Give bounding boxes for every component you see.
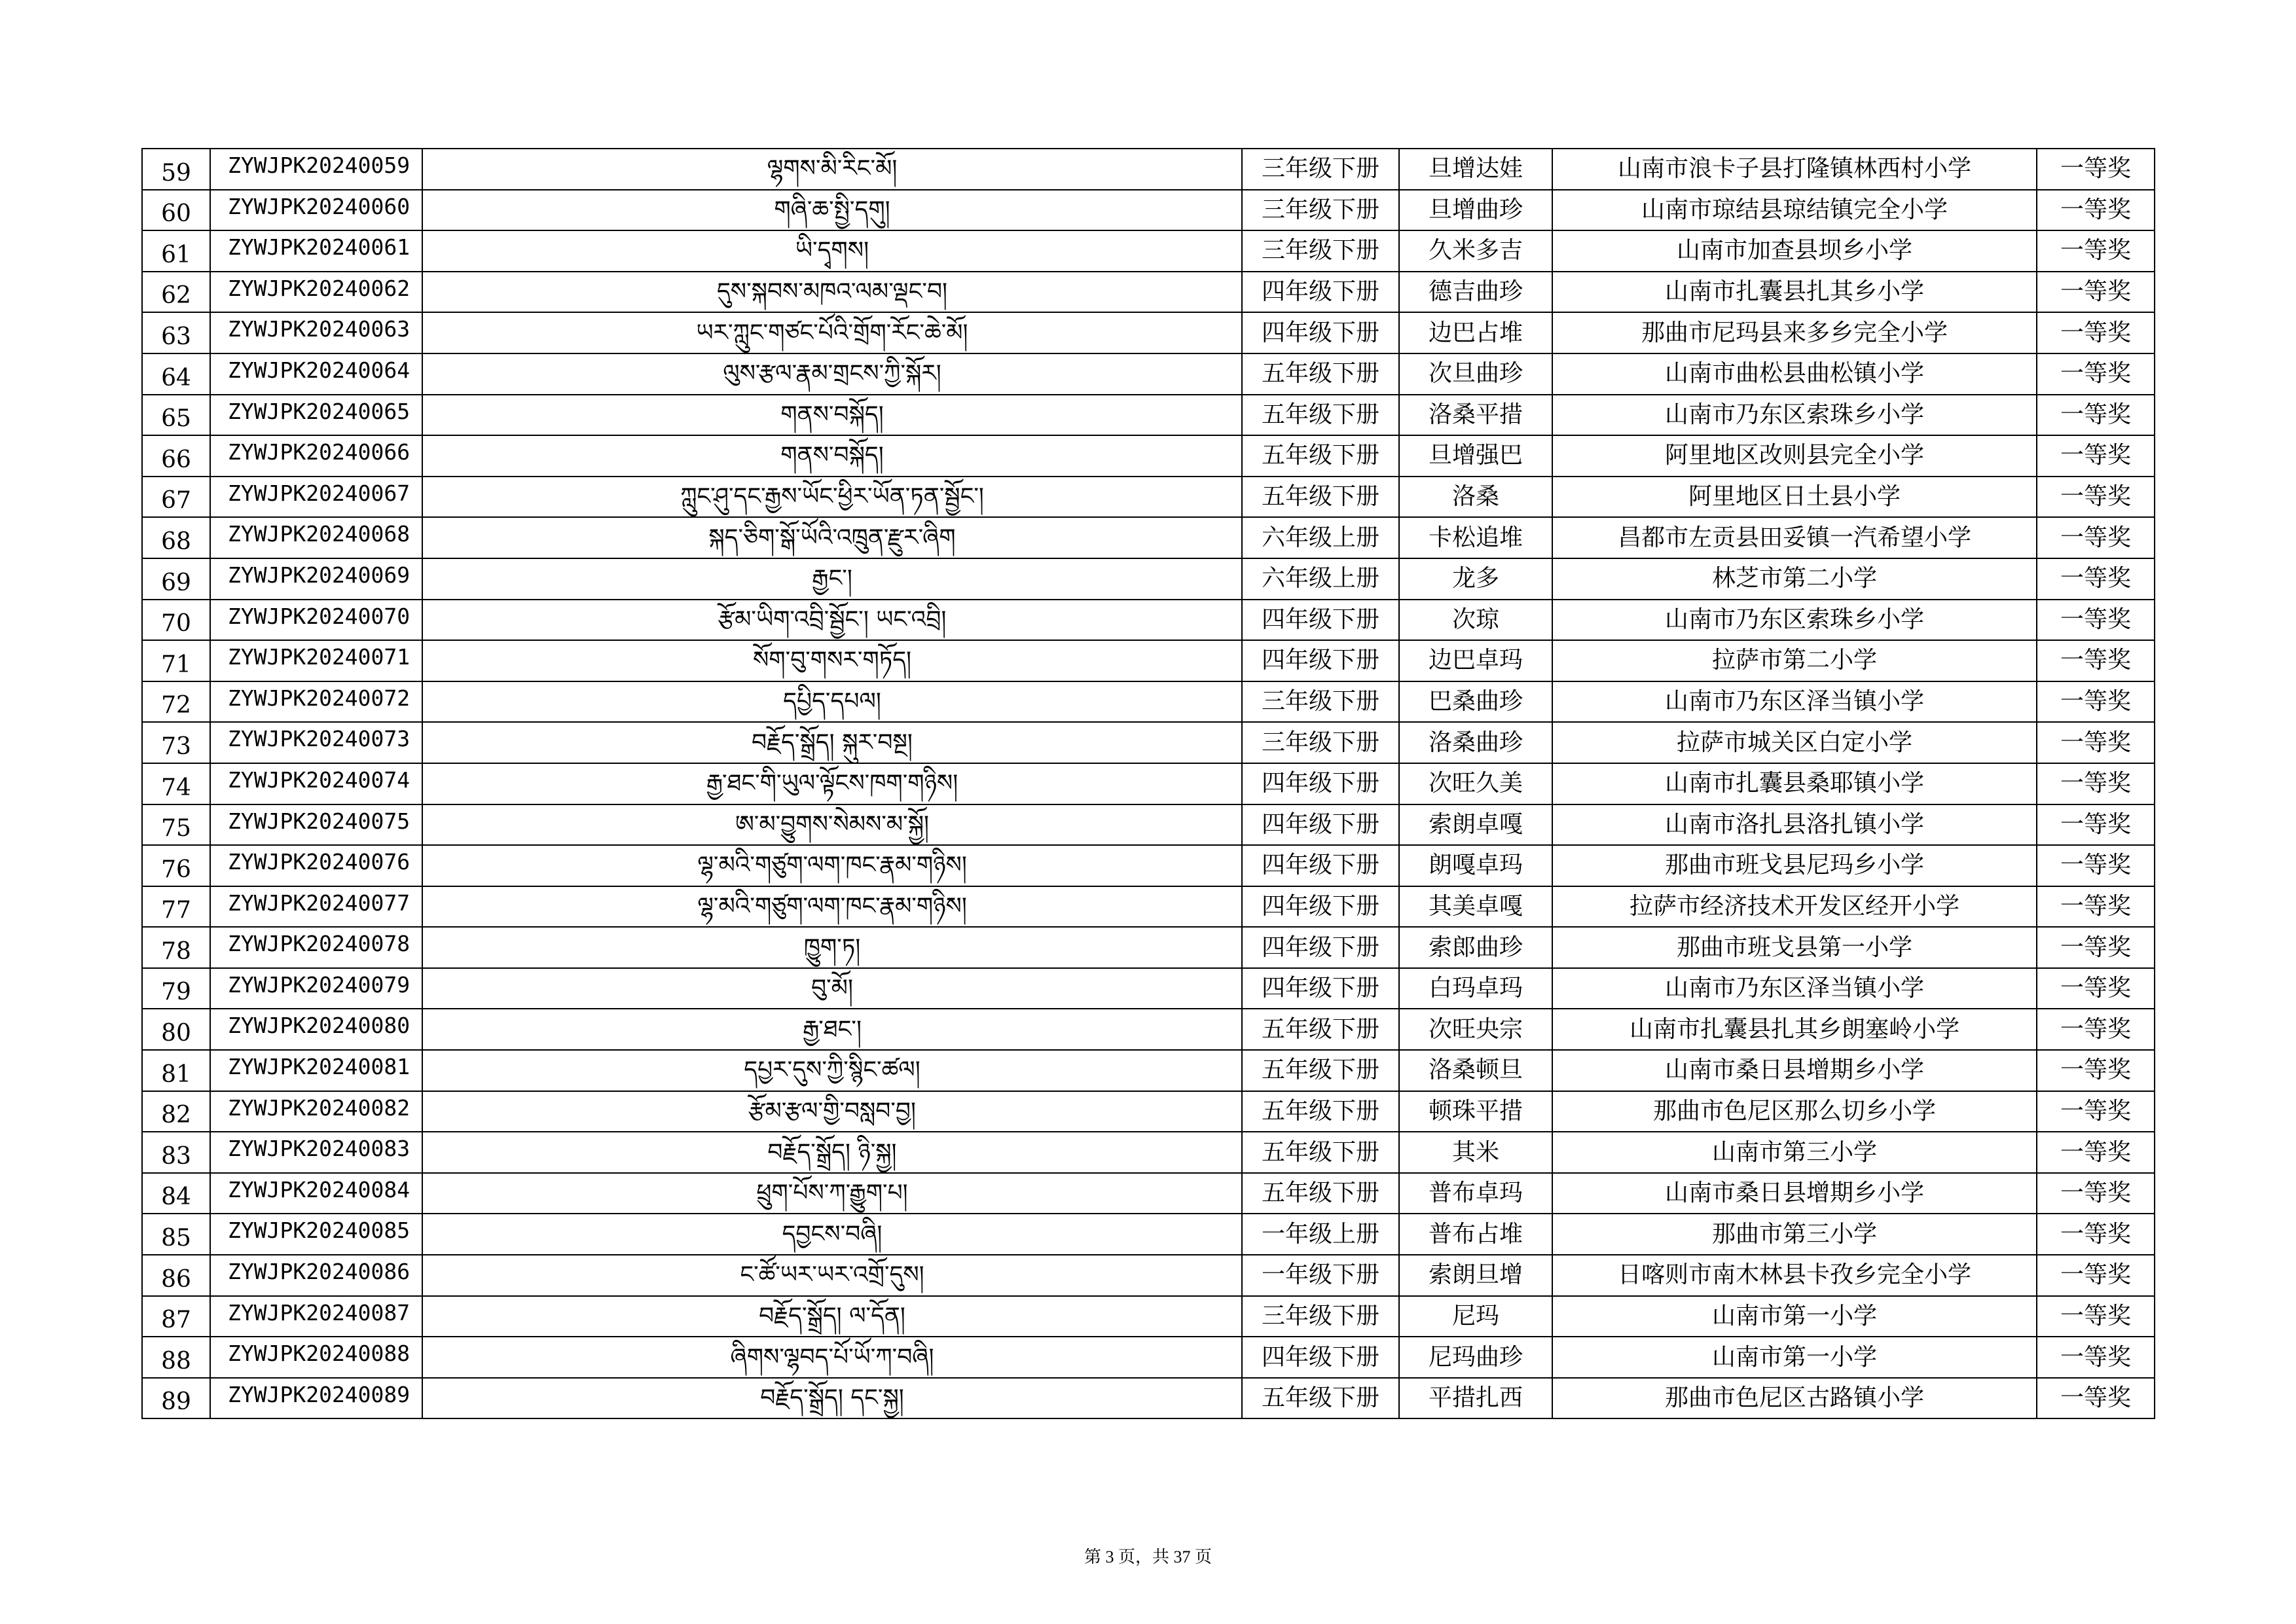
author-cell: 洛桑平措 bbox=[1399, 395, 1552, 436]
work-title-cell: བརྗོད་སྒྲོད། ཉི་སྐྱ། bbox=[422, 1132, 1242, 1173]
entry-code-cell: ZYWJPK20240060 bbox=[210, 190, 422, 231]
school-cell: 山南市乃东区泽当镇小学 bbox=[1552, 968, 2037, 1009]
entry-code-cell: ZYWJPK20240063 bbox=[210, 312, 422, 353]
award-cell: 一等奖 bbox=[2037, 149, 2155, 190]
grade-cell: 三年级下册 bbox=[1242, 190, 1399, 231]
table-row bbox=[142, 1050, 2155, 1091]
work-title-cell: རྩོམ་ཡིག་འབྲི་སྦྱོང་། ཡང་འབྲི། bbox=[422, 600, 1242, 641]
award-cell: 一等奖 bbox=[2037, 517, 2155, 558]
table-row bbox=[142, 600, 2155, 641]
grade-cell: 五年级下册 bbox=[1242, 435, 1399, 477]
work-title-cell: གནས་བསྐོད། bbox=[422, 395, 1242, 436]
table-row bbox=[142, 558, 2155, 600]
work-title-cell: ལུས་རྩལ་རྣམ་གྲངས་ཀྱི་སྐོར། bbox=[422, 353, 1242, 395]
award-cell: 一等奖 bbox=[2037, 600, 2155, 641]
author-cell: 其米 bbox=[1399, 1132, 1552, 1173]
school-cell: 阿里地区日土县小学 bbox=[1552, 477, 2037, 518]
author-cell: 普布占堆 bbox=[1399, 1214, 1552, 1255]
award-cell: 一等奖 bbox=[2037, 968, 2155, 1009]
award-list-table bbox=[141, 148, 2155, 1419]
award-cell: 一等奖 bbox=[2037, 1173, 2155, 1214]
table-row bbox=[142, 149, 2155, 190]
row-number-cell: 75 bbox=[142, 804, 210, 846]
row-number-cell: 81 bbox=[142, 1050, 210, 1091]
author-cell: 索郎曲珍 bbox=[1399, 927, 1552, 968]
row-number-cell: 79 bbox=[142, 968, 210, 1009]
work-title-cell: ལྷགས་མི་རིང་མོ། bbox=[422, 149, 1242, 190]
table-row bbox=[142, 477, 2155, 518]
table-row bbox=[142, 517, 2155, 558]
work-title-cell: ཨ་མ་བྱུགས་སེམས་མ་སྐྱོ། bbox=[422, 804, 1242, 846]
row-number-cell: 85 bbox=[142, 1214, 210, 1255]
author-cell: 旦增达娃 bbox=[1399, 149, 1552, 190]
author-cell: 边巴占堆 bbox=[1399, 312, 1552, 353]
work-title-cell: ང་ཚོ་ཡར་ཡར་འགྲོ་དུས། bbox=[422, 1255, 1242, 1296]
grade-cell: 五年级下册 bbox=[1242, 1132, 1399, 1173]
grade-cell: 五年级下册 bbox=[1242, 1009, 1399, 1050]
work-title-cell: ཀླུང་ཤུ་དང་རྒྱས་ཡོང་ཕྱིར་ཡོན་ཏན་སྦྱོང་། bbox=[422, 477, 1242, 518]
table-row bbox=[142, 272, 2155, 313]
entry-code-cell: ZYWJPK20240073 bbox=[210, 722, 422, 763]
school-cell: 拉萨市经济技术开发区经开小学 bbox=[1552, 886, 2037, 928]
school-cell: 昌都市左贡县田妥镇一汽希望小学 bbox=[1552, 517, 2037, 558]
row-number-cell: 83 bbox=[142, 1132, 210, 1173]
entry-code-cell: ZYWJPK20240084 bbox=[210, 1173, 422, 1214]
row-number-cell: 65 bbox=[142, 395, 210, 436]
entry-code-cell: ZYWJPK20240078 bbox=[210, 927, 422, 968]
row-number-cell: 86 bbox=[142, 1255, 210, 1296]
author-cell: 尼玛 bbox=[1399, 1296, 1552, 1337]
table-row bbox=[142, 804, 2155, 846]
work-title-cell: ལྷ་མའི་གཙུག་ལག་ཁང་རྣམ་གཉིས། bbox=[422, 845, 1242, 886]
entry-code-cell: ZYWJPK20240083 bbox=[210, 1132, 422, 1173]
work-title-cell: སྐད་ཅིག་སྒོ་ཡོའི་འཁྲུན་རྫུར་ཞིག bbox=[422, 517, 1242, 558]
school-cell: 山南市加查县坝乡小学 bbox=[1552, 230, 2037, 272]
entry-code-cell: ZYWJPK20240075 bbox=[210, 804, 422, 846]
grade-cell: 三年级下册 bbox=[1242, 230, 1399, 272]
work-title-cell: རྩོམ་རྩལ་གྱི་བསླབ་བྱ། bbox=[422, 1091, 1242, 1132]
row-number-cell: 63 bbox=[142, 312, 210, 353]
table-row bbox=[142, 681, 2155, 723]
table-row bbox=[142, 1255, 2155, 1296]
school-cell: 山南市第三小学 bbox=[1552, 1132, 2037, 1173]
award-cell: 一等奖 bbox=[2037, 763, 2155, 804]
work-title-cell: བརྗོད་སྒྲོད། ལ་དོན། bbox=[422, 1296, 1242, 1337]
grade-cell: 六年级上册 bbox=[1242, 517, 1399, 558]
author-cell: 巴桑曲珍 bbox=[1399, 681, 1552, 723]
author-cell: 平措扎西 bbox=[1399, 1378, 1552, 1419]
table-row bbox=[142, 640, 2155, 681]
work-title-cell: དཔྱར་དུས་ཀྱི་སྙིང་ཚལ། bbox=[422, 1050, 1242, 1091]
row-number-cell: 82 bbox=[142, 1091, 210, 1132]
table-row bbox=[142, 1091, 2155, 1132]
entry-code-cell: ZYWJPK20240066 bbox=[210, 435, 422, 477]
award-cell: 一等奖 bbox=[2037, 1296, 2155, 1337]
grade-cell: 四年级下册 bbox=[1242, 272, 1399, 313]
row-number-cell: 74 bbox=[142, 763, 210, 804]
row-number-cell: 68 bbox=[142, 517, 210, 558]
author-cell: 白玛卓玛 bbox=[1399, 968, 1552, 1009]
author-cell: 索朗旦增 bbox=[1399, 1255, 1552, 1296]
author-cell: 旦增强巴 bbox=[1399, 435, 1552, 477]
work-title-cell: ཡི་དྭགས། bbox=[422, 230, 1242, 272]
school-cell: 山南市浪卡子县打隆镇林西村小学 bbox=[1552, 149, 2037, 190]
award-cell: 一等奖 bbox=[2037, 190, 2155, 231]
work-title-cell: བརྗོད་སྒྲོད། དང་སྐྱ། bbox=[422, 1378, 1242, 1419]
author-cell: 久米多吉 bbox=[1399, 230, 1552, 272]
author-cell: 其美卓嘎 bbox=[1399, 886, 1552, 928]
entry-code-cell: ZYWJPK20240065 bbox=[210, 395, 422, 436]
school-cell: 山南市第一小学 bbox=[1552, 1296, 2037, 1337]
grade-cell: 一年级上册 bbox=[1242, 1214, 1399, 1255]
school-cell: 山南市桑日县增期乡小学 bbox=[1552, 1173, 2037, 1214]
table-row bbox=[142, 1214, 2155, 1255]
row-number-cell: 66 bbox=[142, 435, 210, 477]
author-cell: 索朗卓嘎 bbox=[1399, 804, 1552, 846]
grade-cell: 三年级下册 bbox=[1242, 149, 1399, 190]
school-cell: 山南市琼结县琼结镇完全小学 bbox=[1552, 190, 2037, 231]
row-number-cell: 73 bbox=[142, 722, 210, 763]
entry-code-cell: ZYWJPK20240061 bbox=[210, 230, 422, 272]
entry-code-cell: ZYWJPK20240082 bbox=[210, 1091, 422, 1132]
entry-code-cell: ZYWJPK20240072 bbox=[210, 681, 422, 723]
grade-cell: 五年级下册 bbox=[1242, 395, 1399, 436]
work-title-cell: བརྗོད་སྒྲོད། སྐུར་བསྔ། bbox=[422, 722, 1242, 763]
author-cell: 洛桑 bbox=[1399, 477, 1552, 518]
school-cell: 山南市扎囊县扎其乡小学 bbox=[1552, 272, 2037, 313]
entry-code-cell: ZYWJPK20240074 bbox=[210, 763, 422, 804]
row-number-cell: 60 bbox=[142, 190, 210, 231]
work-title-cell: རྒྱང་། bbox=[422, 558, 1242, 600]
school-cell: 那曲市第三小学 bbox=[1552, 1214, 2037, 1255]
grade-cell: 三年级下册 bbox=[1242, 1296, 1399, 1337]
row-number-cell: 67 bbox=[142, 477, 210, 518]
grade-cell: 四年级下册 bbox=[1242, 312, 1399, 353]
work-title-cell: རྒྱ་ཐང་། bbox=[422, 1009, 1242, 1050]
award-cell: 一等奖 bbox=[2037, 1091, 2155, 1132]
award-cell: 一等奖 bbox=[2037, 640, 2155, 681]
award-cell: 一等奖 bbox=[2037, 1255, 2155, 1296]
row-number-cell: 62 bbox=[142, 272, 210, 313]
award-cell: 一等奖 bbox=[2037, 435, 2155, 477]
author-cell: 次旺久美 bbox=[1399, 763, 1552, 804]
author-cell: 龙多 bbox=[1399, 558, 1552, 600]
work-title-cell: གཞི་ཆ་སྤྱི་དགུ། bbox=[422, 190, 1242, 231]
author-cell: 次旺央宗 bbox=[1399, 1009, 1552, 1050]
row-number-cell: 61 bbox=[142, 230, 210, 272]
entry-code-cell: ZYWJPK20240085 bbox=[210, 1214, 422, 1255]
row-number-cell: 59 bbox=[142, 149, 210, 190]
school-cell: 山南市曲松县曲松镇小学 bbox=[1552, 353, 2037, 395]
work-title-cell: རྒྱ་ཐང་གི་ཡུལ་ལྟོངས་ཁག་གཉིས། bbox=[422, 763, 1242, 804]
row-number-cell: 69 bbox=[142, 558, 210, 600]
award-cell: 一等奖 bbox=[2037, 886, 2155, 928]
entry-code-cell: ZYWJPK20240088 bbox=[210, 1337, 422, 1378]
table-row bbox=[142, 395, 2155, 436]
table-row bbox=[142, 435, 2155, 477]
school-cell: 阿里地区改则县完全小学 bbox=[1552, 435, 2037, 477]
author-cell: 边巴卓玛 bbox=[1399, 640, 1552, 681]
entry-code-cell: ZYWJPK20240076 bbox=[210, 845, 422, 886]
table-row bbox=[142, 1009, 2155, 1050]
grade-cell: 四年级下册 bbox=[1242, 927, 1399, 968]
grade-cell: 四年级下册 bbox=[1242, 886, 1399, 928]
author-cell: 德吉曲珍 bbox=[1399, 272, 1552, 313]
award-cell: 一等奖 bbox=[2037, 681, 2155, 723]
work-title-cell: དཔྱིད་དཔལ། bbox=[422, 681, 1242, 723]
school-cell: 山南市乃东区泽当镇小学 bbox=[1552, 681, 2037, 723]
row-number-cell: 76 bbox=[142, 845, 210, 886]
entry-code-cell: ZYWJPK20240071 bbox=[210, 640, 422, 681]
author-cell: 次旦曲珍 bbox=[1399, 353, 1552, 395]
work-title-cell: དུས་སྐབས་མཁའ་ལམ་ལྡང་བ། bbox=[422, 272, 1242, 313]
award-cell: 一等奖 bbox=[2037, 395, 2155, 436]
award-cell: 一等奖 bbox=[2037, 1050, 2155, 1091]
table-row bbox=[142, 927, 2155, 968]
table-row bbox=[142, 1132, 2155, 1173]
work-title-cell: དབྱངས་བཞི། bbox=[422, 1214, 1242, 1255]
school-cell: 山南市扎囊县桑耶镇小学 bbox=[1552, 763, 2037, 804]
grade-cell: 四年级下册 bbox=[1242, 845, 1399, 886]
school-cell: 山南市扎囊县扎其乡朗塞岭小学 bbox=[1552, 1009, 2037, 1050]
work-title-cell: ཞིགས་ལྷབད་པོ་ཡོ་ཀ་བཞི། bbox=[422, 1337, 1242, 1378]
award-cell: 一等奖 bbox=[2037, 927, 2155, 968]
entry-code-cell: ZYWJPK20240062 bbox=[210, 272, 422, 313]
entry-code-cell: ZYWJPK20240079 bbox=[210, 968, 422, 1009]
grade-cell: 四年级下册 bbox=[1242, 1337, 1399, 1378]
table-row bbox=[142, 1296, 2155, 1337]
work-title-cell: བུ་མོ། bbox=[422, 968, 1242, 1009]
school-cell: 那曲市色尼区古路镇小学 bbox=[1552, 1378, 2037, 1419]
table-row bbox=[142, 722, 2155, 763]
author-cell: 朗嘎卓玛 bbox=[1399, 845, 1552, 886]
grade-cell: 六年级上册 bbox=[1242, 558, 1399, 600]
award-cell: 一等奖 bbox=[2037, 1214, 2155, 1255]
entry-code-cell: ZYWJPK20240089 bbox=[210, 1378, 422, 1419]
entry-code-cell: ZYWJPK20240086 bbox=[210, 1255, 422, 1296]
table-row bbox=[142, 312, 2155, 353]
school-cell: 拉萨市城关区白定小学 bbox=[1552, 722, 2037, 763]
entry-code-cell: ZYWJPK20240081 bbox=[210, 1050, 422, 1091]
row-number-cell: 72 bbox=[142, 681, 210, 723]
table-body bbox=[142, 149, 2155, 1418]
row-number-cell: 80 bbox=[142, 1009, 210, 1050]
row-number-cell: 84 bbox=[142, 1173, 210, 1214]
entry-code-cell: ZYWJPK20240064 bbox=[210, 353, 422, 395]
author-cell: 次琼 bbox=[1399, 600, 1552, 641]
entry-code-cell: ZYWJPK20240069 bbox=[210, 558, 422, 600]
school-cell: 那曲市尼玛县来多乡完全小学 bbox=[1552, 312, 2037, 353]
row-number-cell: 70 bbox=[142, 600, 210, 641]
author-cell: 普布卓玛 bbox=[1399, 1173, 1552, 1214]
entry-code-cell: ZYWJPK20240087 bbox=[210, 1296, 422, 1337]
school-cell: 山南市洛扎县洛扎镇小学 bbox=[1552, 804, 2037, 846]
row-number-cell: 87 bbox=[142, 1296, 210, 1337]
grade-cell: 五年级下册 bbox=[1242, 1173, 1399, 1214]
award-cell: 一等奖 bbox=[2037, 230, 2155, 272]
school-cell: 那曲市色尼区那么切乡小学 bbox=[1552, 1091, 2037, 1132]
table-row bbox=[142, 1337, 2155, 1378]
row-number-cell: 64 bbox=[142, 353, 210, 395]
award-cell: 一等奖 bbox=[2037, 477, 2155, 518]
entry-code-cell: ZYWJPK20240070 bbox=[210, 600, 422, 641]
grade-cell: 五年级下册 bbox=[1242, 477, 1399, 518]
school-cell: 拉萨市第二小学 bbox=[1552, 640, 2037, 681]
table-row bbox=[142, 968, 2155, 1009]
grade-cell: 五年级下册 bbox=[1242, 1050, 1399, 1091]
author-cell: 顿珠平措 bbox=[1399, 1091, 1552, 1132]
award-cell: 一等奖 bbox=[2037, 722, 2155, 763]
grade-cell: 五年级下册 bbox=[1242, 353, 1399, 395]
table-row bbox=[142, 353, 2155, 395]
author-cell: 卡松追堆 bbox=[1399, 517, 1552, 558]
author-cell: 旦增曲珍 bbox=[1399, 190, 1552, 231]
grade-cell: 四年级下册 bbox=[1242, 763, 1399, 804]
table-row bbox=[142, 1173, 2155, 1214]
school-cell: 山南市桑日县增期乡小学 bbox=[1552, 1050, 2037, 1091]
row-number-cell: 71 bbox=[142, 640, 210, 681]
award-cell: 一等奖 bbox=[2037, 1337, 2155, 1378]
award-cell: 一等奖 bbox=[2037, 353, 2155, 395]
grade-cell: 一年级下册 bbox=[1242, 1255, 1399, 1296]
row-number-cell: 78 bbox=[142, 927, 210, 968]
school-cell: 林芝市第二小学 bbox=[1552, 558, 2037, 600]
row-number-cell: 88 bbox=[142, 1337, 210, 1378]
award-cell: 一等奖 bbox=[2037, 1378, 2155, 1419]
work-title-cell: ཁྱུག་ཏ། bbox=[422, 927, 1242, 968]
grade-cell: 五年级下册 bbox=[1242, 1378, 1399, 1419]
grade-cell: 四年级下册 bbox=[1242, 968, 1399, 1009]
table-row bbox=[142, 886, 2155, 928]
entry-code-cell: ZYWJPK20240077 bbox=[210, 886, 422, 928]
work-title-cell: གནས་བསྐོད། bbox=[422, 435, 1242, 477]
school-cell: 山南市第一小学 bbox=[1552, 1337, 2037, 1378]
table-row bbox=[142, 1378, 2155, 1419]
grade-cell: 三年级下册 bbox=[1242, 681, 1399, 723]
award-cell: 一等奖 bbox=[2037, 272, 2155, 313]
row-number-cell: 89 bbox=[142, 1378, 210, 1419]
author-cell: 尼玛曲珍 bbox=[1399, 1337, 1552, 1378]
school-cell: 那曲市班戈县尼玛乡小学 bbox=[1552, 845, 2037, 886]
entry-code-cell: ZYWJPK20240059 bbox=[210, 149, 422, 190]
award-cell: 一等奖 bbox=[2037, 1132, 2155, 1173]
award-cell: 一等奖 bbox=[2037, 558, 2155, 600]
author-cell: 洛桑顿旦 bbox=[1399, 1050, 1552, 1091]
award-cell: 一等奖 bbox=[2037, 312, 2155, 353]
school-cell: 日喀则市南木林县卡孜乡完全小学 bbox=[1552, 1255, 2037, 1296]
award-cell: 一等奖 bbox=[2037, 804, 2155, 846]
grade-cell: 四年级下册 bbox=[1242, 640, 1399, 681]
award-cell: 一等奖 bbox=[2037, 845, 2155, 886]
author-cell: 洛桑曲珍 bbox=[1399, 722, 1552, 763]
table-row bbox=[142, 190, 2155, 231]
school-cell: 那曲市班戈县第一小学 bbox=[1552, 927, 2037, 968]
entry-code-cell: ZYWJPK20240068 bbox=[210, 517, 422, 558]
grade-cell: 三年级下册 bbox=[1242, 722, 1399, 763]
school-cell: 山南市乃东区索珠乡小学 bbox=[1552, 600, 2037, 641]
table-row bbox=[142, 230, 2155, 272]
table-row bbox=[142, 763, 2155, 804]
entry-code-cell: ZYWJPK20240067 bbox=[210, 477, 422, 518]
work-title-cell: ཕྲུག་པོས་ཀ་རྒྱུག་པ། bbox=[422, 1173, 1242, 1214]
grade-cell: 五年级下册 bbox=[1242, 1091, 1399, 1132]
award-cell: 一等奖 bbox=[2037, 1009, 2155, 1050]
entry-code-cell: ZYWJPK20240080 bbox=[210, 1009, 422, 1050]
page-footer: 第 3 页，共 37 页 bbox=[1084, 1547, 1212, 1566]
row-number-cell: 77 bbox=[142, 886, 210, 928]
work-title-cell: ལྷ་མའི་གཙུག་ལག་ཁང་རྣམ་གཉིས། bbox=[422, 886, 1242, 928]
grade-cell: 四年级下册 bbox=[1242, 804, 1399, 846]
school-cell: 山南市乃东区索珠乡小学 bbox=[1552, 395, 2037, 436]
work-title-cell: སོག་བུ་གསར་གཏོད། bbox=[422, 640, 1242, 681]
table-row bbox=[142, 845, 2155, 886]
work-title-cell: ཡར་ཀླུང་གཙང་པོའི་གྲོག་རོང་ཆེ་མོ། bbox=[422, 312, 1242, 353]
grade-cell: 四年级下册 bbox=[1242, 600, 1399, 641]
